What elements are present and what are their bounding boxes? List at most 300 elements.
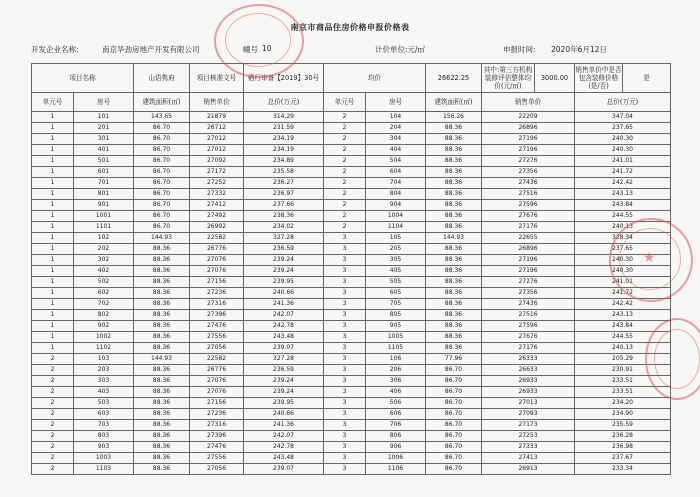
third-party-label: 其中:第三方机构装修评估整体均价(元/㎡) [482, 64, 535, 93]
cell-unit-2: 2 [324, 167, 366, 178]
cell-unit-2: 2 [324, 134, 366, 145]
table-row [32, 431, 671, 442]
cell-room: 201 [74, 123, 134, 134]
table-row [32, 354, 671, 365]
cell-room-2: 1104 [366, 222, 426, 233]
cell-room: 903 [74, 442, 134, 453]
cell-unit-price-2: 27093 [482, 409, 575, 420]
cell-unit-2: 2 [324, 156, 366, 167]
cell-area: 86.70 [134, 123, 190, 134]
cell-total-price-2: 243.84 [575, 200, 671, 211]
cell-unit-price: 27316 [190, 299, 244, 310]
cell-unit-price-2: 26633 [482, 365, 575, 376]
date-label: 申报时间: [503, 45, 536, 54]
cell-room-2: 105 [366, 233, 426, 244]
cell-area-2: 88.36 [426, 145, 482, 156]
cell-total-price: 236.59 [244, 244, 324, 255]
cell-unit-price-2: 26896 [482, 123, 575, 134]
cell-total-price-2: 240.30 [575, 266, 671, 277]
cell-area: 88.36 [134, 365, 190, 376]
cell-area: 86.70 [134, 189, 190, 200]
table-row [32, 464, 671, 475]
cell-room-2: 104 [366, 112, 426, 123]
cell-total-price: 239.07 [244, 464, 324, 475]
project-name-label: 项目名称 [32, 64, 134, 93]
cell-total-price: 239.24 [244, 266, 324, 277]
cell-room-2: 1004 [366, 211, 426, 222]
cell-total-price-2: 233.34 [575, 464, 671, 475]
cell-unit-2: 3 [324, 266, 366, 277]
cell-unit-2: 2 [324, 145, 366, 156]
cell-area-2: 88.36 [426, 332, 482, 343]
cell-total-price-2: 241.01 [575, 156, 671, 167]
cell-room-2: 804 [366, 189, 426, 200]
cell-area: 88.36 [134, 442, 190, 453]
cell-area: 86.70 [134, 211, 190, 222]
cell-unit-price: 27396 [190, 431, 244, 442]
col-header-room: 房号 [74, 93, 134, 112]
table-row [32, 343, 671, 354]
cell-total-price-2: 240.13 [575, 222, 671, 233]
cell-unit-2: 3 [324, 244, 366, 255]
cell-unit: 2 [32, 453, 74, 464]
cell-unit-price-2: 27013 [482, 398, 575, 409]
cell-unit-price-2: 27253 [482, 431, 575, 442]
cell-room: 303 [74, 376, 134, 387]
cell-total-price: 240.66 [244, 409, 324, 420]
cell-unit-price-2: 27413 [482, 453, 575, 464]
cell-unit: 2 [32, 420, 74, 431]
cell-total-price-2: 240.30 [575, 134, 671, 145]
cell-area: 86.70 [134, 145, 190, 156]
cell-total-price-2: 233.51 [575, 376, 671, 387]
cell-room: 902 [74, 321, 134, 332]
table-row [32, 233, 671, 244]
cell-unit-price-2: 27196 [482, 255, 575, 266]
cell-unit-price-2: 26913 [482, 464, 575, 475]
col-header-unit-2: 单元号 [324, 93, 366, 112]
cell-room: 802 [74, 310, 134, 321]
cell-room: 1101 [74, 222, 134, 233]
table-row [32, 255, 671, 266]
cell-room-2: 706 [366, 420, 426, 431]
cell-total-price: 239.95 [244, 398, 324, 409]
col-header-area: 建筑面积(㎡) [134, 93, 190, 112]
cell-room-2: 806 [366, 431, 426, 442]
cell-unit: 2 [32, 431, 74, 442]
table-row [32, 211, 671, 222]
declare-date: 2020年6月12日 [551, 45, 607, 54]
cell-room: 1001 [74, 211, 134, 222]
cell-room: 403 [74, 387, 134, 398]
cell-total-price-2: 234.20 [575, 398, 671, 409]
cell-room-2: 405 [366, 266, 426, 277]
cell-total-price-2: 244.55 [575, 211, 671, 222]
cell-total-price-2: 328.34 [575, 233, 671, 244]
cell-area-2: 88.36 [426, 321, 482, 332]
cell-room-2: 205 [366, 244, 426, 255]
cell-area: 88.36 [134, 288, 190, 299]
cell-room: 203 [74, 365, 134, 376]
cell-area-2: 86.70 [426, 387, 482, 398]
table-row [32, 277, 671, 288]
cell-room: 302 [74, 255, 134, 266]
cell-unit-2: 3 [324, 365, 366, 376]
cell-unit-2: 3 [324, 464, 366, 475]
cell-area-2: 86.70 [426, 442, 482, 453]
cell-unit-2: 2 [324, 178, 366, 189]
cell-unit-price-2: 27596 [482, 321, 575, 332]
cell-unit-2: 3 [324, 431, 366, 442]
cell-total-price: 242.78 [244, 442, 324, 453]
cell-area: 88.36 [134, 244, 190, 255]
cell-unit-2: 3 [324, 354, 366, 365]
table-row [32, 420, 671, 431]
cell-total-price-2: 237.65 [575, 244, 671, 255]
cell-room-2: 306 [366, 376, 426, 387]
cell-area: 88.36 [134, 321, 190, 332]
cell-area-2: 86.70 [426, 376, 482, 387]
cell-room: 401 [74, 145, 134, 156]
cell-total-price-2: 243.13 [575, 310, 671, 321]
cell-unit: 1 [32, 178, 74, 189]
cell-unit-2: 3 [324, 409, 366, 420]
table-row [32, 134, 671, 145]
cell-unit-price: 27076 [190, 387, 244, 398]
cell-total-price-2: 347.04 [575, 112, 671, 123]
cell-unit-price: 21879 [190, 112, 244, 123]
cell-unit-price: 27056 [190, 464, 244, 475]
cell-unit-price: 26776 [190, 365, 244, 376]
cell-unit: 1 [32, 189, 74, 200]
cell-area-2: 86.70 [426, 420, 482, 431]
cell-unit: 1 [32, 321, 74, 332]
cell-unit-2: 3 [324, 321, 366, 332]
cell-area-2: 88.36 [426, 211, 482, 222]
cell-unit-price: 27076 [190, 255, 244, 266]
cell-room-2: 604 [366, 167, 426, 178]
cell-total-price-2: 243.84 [575, 321, 671, 332]
third-party-value: 3000.00 [535, 64, 575, 93]
cell-room: 101 [74, 112, 134, 123]
cell-total-price-2: 234.90 [575, 409, 671, 420]
cell-room: 102 [74, 233, 134, 244]
cell-total-price: 236.97 [244, 189, 324, 200]
cell-unit-price-2: 27173 [482, 420, 575, 431]
cell-total-price-2: 236.28 [575, 431, 671, 442]
cell-unit-2: 3 [324, 233, 366, 244]
cell-area-2: 88.36 [426, 123, 482, 134]
cell-total-price: 327.28 [244, 354, 324, 365]
cell-unit-price-2: 27276 [482, 156, 575, 167]
cell-room: 602 [74, 288, 134, 299]
cell-total-price: 242.07 [244, 431, 324, 442]
table-row [32, 299, 671, 310]
cell-unit: 2 [32, 409, 74, 420]
cell-unit-price: 27236 [190, 288, 244, 299]
column-header-row [32, 93, 671, 112]
cell-room: 402 [74, 266, 134, 277]
cell-unit-price: 27476 [190, 321, 244, 332]
cell-room-2: 1005 [366, 332, 426, 343]
cell-room-2: 506 [366, 398, 426, 409]
cell-unit-price: 27476 [190, 442, 244, 453]
cell-room-2: 805 [366, 310, 426, 321]
cell-area-2: 86.70 [426, 453, 482, 464]
cell-room-2: 705 [366, 299, 426, 310]
cell-area: 88.36 [134, 387, 190, 398]
developer-label: 开发企业名称: [31, 45, 79, 54]
cell-area-2: 88.36 [426, 189, 482, 200]
include-decor-label: 销售单价中是否包含装修价格(是/否) [575, 64, 623, 93]
cell-unit-price: 27332 [190, 189, 244, 200]
cell-unit-price-2: 27196 [482, 266, 575, 277]
cell-unit-2: 2 [324, 112, 366, 123]
cell-area: 86.70 [134, 178, 190, 189]
cell-unit-price: 27092 [190, 156, 244, 167]
cell-unit-price: 26992 [190, 222, 244, 233]
price-unit: 计价单位:元/㎡ [375, 45, 426, 54]
cell-unit-price-2: 26933 [482, 376, 575, 387]
cell-unit-2: 3 [324, 376, 366, 387]
cell-area-2: 88.36 [426, 299, 482, 310]
cell-total-price-2: 243.13 [575, 189, 671, 200]
cell-room: 601 [74, 167, 134, 178]
cell-area-2: 88.36 [426, 277, 482, 288]
cell-area-2: 86.70 [426, 398, 482, 409]
cell-room-2: 304 [366, 134, 426, 145]
building-number: 10 [262, 44, 272, 53]
cell-unit-2: 2 [324, 211, 366, 222]
cell-unit-price-2: 26333 [482, 354, 575, 365]
col-header-price: 销售单价 [190, 93, 244, 112]
cell-unit-price: 27056 [190, 343, 244, 354]
cell-unit-price: 26712 [190, 123, 244, 134]
cell-total-price: 242.07 [244, 310, 324, 321]
cell-total-price-2: 235.59 [575, 420, 671, 431]
cell-total-price: 242.78 [244, 321, 324, 332]
cell-unit-2: 3 [324, 442, 366, 453]
cell-total-price: 238.36 [244, 211, 324, 222]
cell-room-2: 904 [366, 200, 426, 211]
cell-unit-price: 27012 [190, 134, 244, 145]
cell-area-2: 86.70 [426, 464, 482, 475]
cell-room-2: 406 [366, 387, 426, 398]
cell-room-2: 905 [366, 321, 426, 332]
cell-unit-price: 27172 [190, 167, 244, 178]
cell-unit-price: 27012 [190, 145, 244, 156]
cell-unit-price: 27556 [190, 453, 244, 464]
col-header-unit: 单元号 [32, 93, 74, 112]
table-row [32, 189, 671, 200]
cell-unit-price-2: 27356 [482, 167, 575, 178]
cell-area: 88.36 [134, 453, 190, 464]
table-row [32, 244, 671, 255]
cell-room-2: 504 [366, 156, 426, 167]
cell-area: 143.65 [134, 112, 190, 123]
cell-unit: 2 [32, 464, 74, 475]
cell-unit-price: 27252 [190, 178, 244, 189]
table-row [32, 376, 671, 387]
table-row [32, 178, 671, 189]
cell-room-2: 305 [366, 255, 426, 266]
cell-area: 88.36 [134, 343, 190, 354]
cell-total-price: 239.07 [244, 343, 324, 354]
cell-unit: 1 [32, 332, 74, 343]
cell-unit-price-2: 22655 [482, 233, 575, 244]
cell-unit-price-2: 27676 [482, 332, 575, 343]
cell-unit: 1 [32, 222, 74, 233]
cell-total-price: 236.59 [244, 365, 324, 376]
table-row [32, 409, 671, 420]
approval-number: 栖行审备【2019】30号 [244, 64, 324, 93]
cell-unit-price: 27556 [190, 332, 244, 343]
cell-unit-price-2: 27356 [482, 288, 575, 299]
cell-area: 88.36 [134, 255, 190, 266]
cell-total-price-2: 237.65 [575, 123, 671, 134]
cell-area: 86.70 [134, 167, 190, 178]
cell-unit-2: 3 [324, 310, 366, 321]
col-header-room-2: 房号 [366, 93, 426, 112]
cell-room-2: 1105 [366, 343, 426, 354]
cell-area-2: 88.36 [426, 288, 482, 299]
cell-total-price: 327.28 [244, 233, 324, 244]
cell-unit: 1 [32, 255, 74, 266]
cell-area: 86.70 [134, 134, 190, 145]
table-row [32, 288, 671, 299]
cell-unit-2: 3 [324, 453, 366, 464]
cell-room-2: 1106 [366, 464, 426, 475]
cell-room-2: 606 [366, 409, 426, 420]
price-table [31, 63, 671, 475]
cell-total-price-2: 240.30 [575, 145, 671, 156]
cell-area-2: 156.26 [426, 112, 482, 123]
cell-unit-price-2: 26896 [482, 244, 575, 255]
cell-unit-price-2: 27516 [482, 310, 575, 321]
table-row [32, 145, 671, 156]
cell-unit-price: 26776 [190, 244, 244, 255]
cell-area-2: 88.36 [426, 222, 482, 233]
cell-unit-price: 27076 [190, 376, 244, 387]
cell-unit-2: 3 [324, 343, 366, 354]
cell-unit-2: 3 [324, 332, 366, 343]
cell-unit: 2 [32, 442, 74, 453]
cell-area: 144.93 [134, 354, 190, 365]
cell-room: 1103 [74, 464, 134, 475]
table-row [32, 398, 671, 409]
cell-total-price: 240.66 [244, 288, 324, 299]
cell-area-2: 88.36 [426, 167, 482, 178]
cell-total-price: 236.27 [244, 178, 324, 189]
cell-area: 88.36 [134, 431, 190, 442]
cell-unit-2: 2 [324, 123, 366, 134]
cell-room-2: 206 [366, 365, 426, 376]
cell-total-price-2: 242.42 [575, 178, 671, 189]
cell-total-price-2: 241.72 [575, 288, 671, 299]
cell-unit-price: 27316 [190, 420, 244, 431]
cell-unit: 1 [32, 244, 74, 255]
cell-unit-price: 27076 [190, 266, 244, 277]
cell-unit-2: 3 [324, 420, 366, 431]
cell-room: 301 [74, 134, 134, 145]
cell-total-price: 234.19 [244, 134, 324, 145]
cell-unit-price-2: 27436 [482, 299, 575, 310]
cell-unit-2: 2 [324, 189, 366, 200]
cell-unit-price-2: 27676 [482, 211, 575, 222]
cell-area: 88.36 [134, 266, 190, 277]
table-row [32, 442, 671, 453]
cell-unit-price-2: 27196 [482, 145, 575, 156]
cell-room: 1003 [74, 453, 134, 464]
table-row [32, 332, 671, 343]
cell-unit: 1 [32, 200, 74, 211]
cell-unit-2: 3 [324, 277, 366, 288]
cell-unit: 1 [32, 134, 74, 145]
cell-room: 502 [74, 277, 134, 288]
cell-room-2: 106 [366, 354, 426, 365]
cell-area-2: 88.36 [426, 244, 482, 255]
col-header-area-2: 建筑面积(㎡) [426, 93, 482, 112]
cell-total-price: 243.48 [244, 453, 324, 464]
cell-area-2: 88.36 [426, 178, 482, 189]
cell-unit-2: 3 [324, 398, 366, 409]
cell-unit-price-2: 27196 [482, 134, 575, 145]
cell-unit: 2 [32, 387, 74, 398]
table-row [32, 266, 671, 277]
developer-name: 南京华劲房地产开发有限公司 [102, 45, 200, 54]
cell-unit: 1 [32, 277, 74, 288]
cell-area-2: 88.36 [426, 310, 482, 321]
cell-unit: 1 [32, 299, 74, 310]
cell-unit-price-2: 27176 [482, 222, 575, 233]
cell-unit-price-2: 27176 [482, 343, 575, 354]
cell-unit-price: 22582 [190, 354, 244, 365]
cell-area-2: 86.70 [426, 365, 482, 376]
cell-unit: 1 [32, 123, 74, 134]
project-header-row [32, 64, 671, 93]
cell-area: 88.36 [134, 398, 190, 409]
cell-room: 503 [74, 398, 134, 409]
cell-area-2: 88.36 [426, 343, 482, 354]
cell-total-price: 239.24 [244, 376, 324, 387]
table-row [32, 310, 671, 321]
table-row [32, 156, 671, 167]
cell-unit-price-2: 27596 [482, 200, 575, 211]
cell-area: 144.93 [134, 233, 190, 244]
cell-total-price: 234.19 [244, 145, 324, 156]
cell-total-price-2: 230.91 [575, 365, 671, 376]
cell-area: 86.70 [134, 156, 190, 167]
cell-area-2: 88.36 [426, 200, 482, 211]
col-header-total: 总价(万元) [244, 93, 324, 112]
cell-unit-price: 27156 [190, 277, 244, 288]
cell-total-price-2: 242.42 [575, 299, 671, 310]
cell-unit-2: 3 [324, 299, 366, 310]
cell-unit-2: 2 [324, 200, 366, 211]
cell-unit-price: 27236 [190, 409, 244, 420]
cell-unit-price-2: 22209 [482, 112, 575, 123]
cell-unit-price: 27156 [190, 398, 244, 409]
cell-total-price: 235.58 [244, 167, 324, 178]
cell-unit: 2 [32, 398, 74, 409]
col-header-total-2: 总价(万元) [575, 93, 671, 112]
include-decor-value: 是 [623, 64, 671, 93]
average-price-label: 均价 [324, 64, 426, 93]
cell-total-price: 239.24 [244, 255, 324, 266]
cell-total-price: 231.59 [244, 123, 324, 134]
table-row [32, 123, 671, 134]
cell-unit-price-2: 27516 [482, 189, 575, 200]
